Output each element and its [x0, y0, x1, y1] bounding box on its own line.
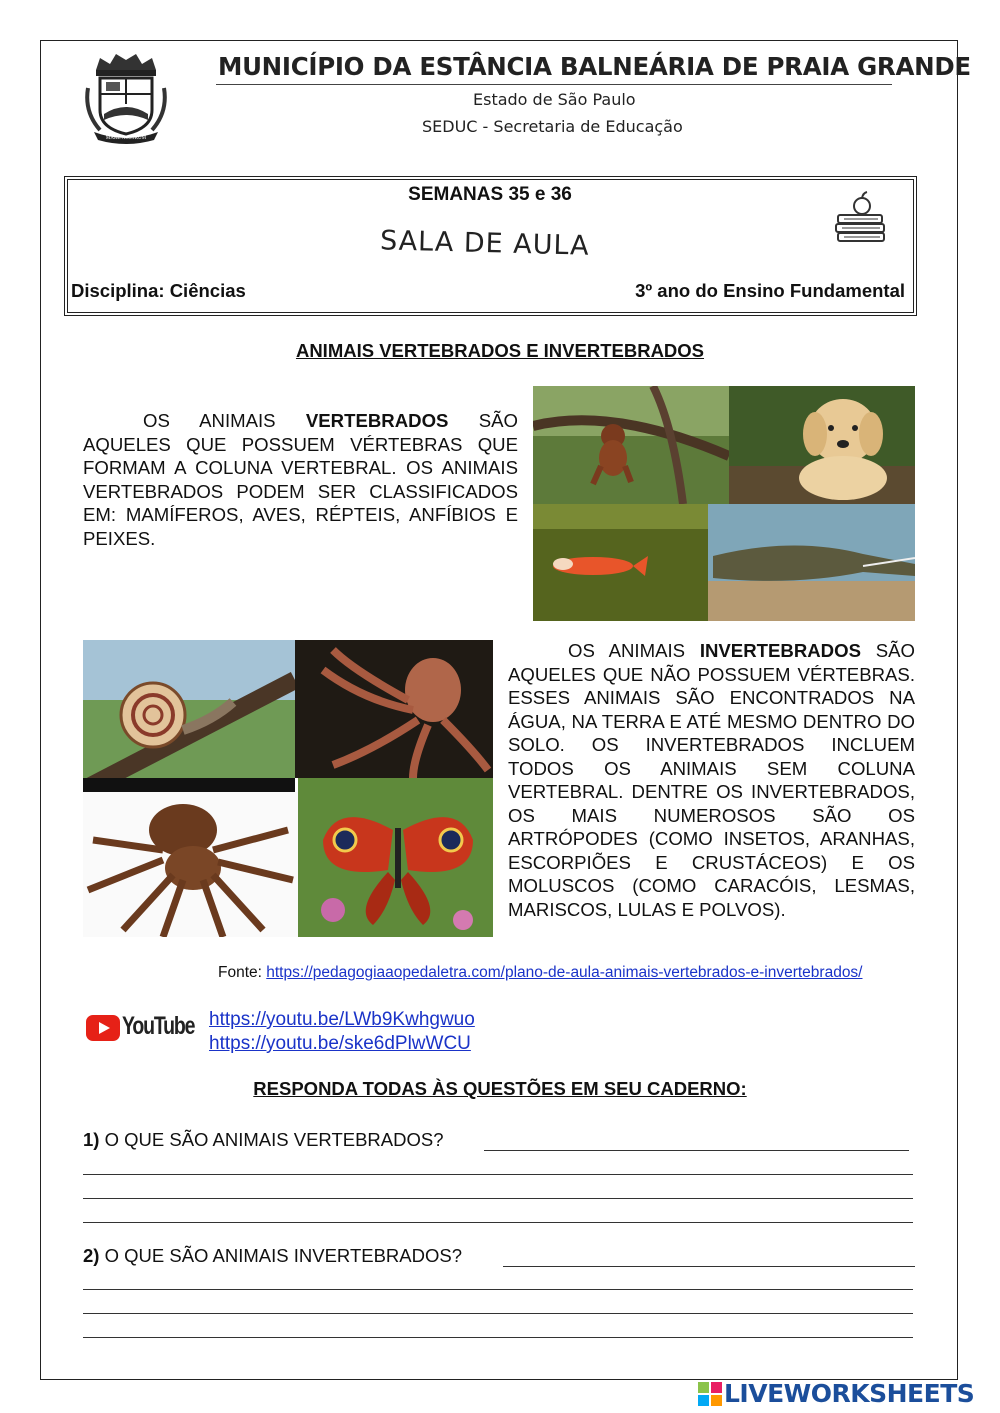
question-1-number: 1): [83, 1129, 100, 1150]
invertebrates-photo-collage: [83, 640, 493, 937]
question-1-text: O QUE SÃO ANIMAIS VERTEBRADOS?: [99, 1129, 444, 1150]
city-crest-icon: [82, 48, 170, 144]
answer-line[interactable]: [83, 1198, 913, 1199]
liveworksheets-logo: [698, 1379, 998, 1409]
header-divider: [216, 84, 892, 85]
invertebrates-collage-drawing: [83, 640, 493, 937]
youtube-logo: [86, 1012, 195, 1044]
source-label: Fonte:: [218, 964, 267, 981]
invertebrates-keyword: INVERTEBRADOS: [699, 640, 861, 661]
invertebrates-text-start: OS ANIMAIS: [568, 640, 700, 661]
municipality-name: MUNICÍPIO DA ESTÂNCIA BALNEÁRIA DE PRAIA GRANDE: [218, 52, 971, 81]
question-2: [83, 1245, 462, 1267]
youtube-wordmark: YouTube: [122, 1012, 195, 1040]
invertebrates-text-end: SÃO AQUELES QUE NÃO POSSUEM VÉRTEBRAS. ESSES ANIMAIS SÃO ENCONTRADOS NA ÁGUA, NA TERRA E ATÉ MESMO DENTRO DO SOLO. OS INVERTEBRADOS INCLUEM TODOS OS ANIMAIS SEM COLUNA VERTEBRAL. DENTRE OS INVERTEBRADOS, OS MAIS NUMEROSOS SÃO OS ARTRÓPODES (COMO INSETOS, ARANHAS, ESCORPIÕES E CRUSTÁCEOS) E OS MOLUSCOS (COMO CARACÓIS, LESMAS, MARISCOS, LULAS E POLVOS).: [508, 640, 916, 920]
question-2-text: O QUE SÃO ANIMAIS INVERTEBRADOS?: [99, 1245, 463, 1266]
vertebrates-text-start: OS ANIMAIS: [143, 410, 306, 431]
answer-line[interactable]: [83, 1222, 913, 1223]
source-link[interactable]: https://pedagogiaaopedaletra.com/plano-de-aula-animais-vertebrados-e-invertebrados/: [266, 964, 863, 981]
classroom-title: SALA DE AULA: [379, 225, 590, 262]
source-line: [218, 964, 863, 982]
subject-label: Disciplina: Ciências: [71, 280, 246, 301]
crest-motto: MARE NOSTRUM: [105, 136, 147, 141]
answer-line[interactable]: [83, 1337, 913, 1338]
question-1: [83, 1129, 444, 1151]
question-2-number: 2): [83, 1245, 100, 1266]
video-link-1[interactable]: https://youtu.be/LWb9Kwhgwuo: [209, 1009, 475, 1030]
answer-line[interactable]: [83, 1289, 913, 1290]
answer-line[interactable]: [83, 1174, 913, 1175]
video-links: [209, 1008, 475, 1056]
lesson-title: ANIMAIS VERTEBRADOS E INVERTEBRADOS: [295, 340, 705, 361]
vertebrates-paragraph: [83, 409, 518, 550]
answer-line[interactable]: [484, 1150, 909, 1151]
answer-instruction: RESPONDA TODAS ÀS QUESTÕES EM SEU CADERNO:: [253, 1078, 747, 1099]
video-link-2[interactable]: https://youtu.be/ske6dPlwWCU: [209, 1033, 471, 1054]
weeks-label: SEMANAS 35 e 36: [408, 184, 572, 205]
state-name: Estado de São Paulo: [473, 90, 636, 109]
department-name: SEDUC - Secretaria de Educação: [422, 117, 683, 136]
invertebrates-paragraph: [508, 639, 915, 921]
answer-line[interactable]: [503, 1266, 915, 1267]
vertebrates-photo-collage: [533, 386, 915, 621]
grade-label: 3º ano do Ensino Fundamental: [635, 280, 905, 301]
vertebrates-text-end: SÃO AQUELES QUE POSSUEM VÉRTEBRAS QUE FORMAM A COLUNA VERTEBRAL. OS ANIMAIS VERTEBRADOS PODEM SER CLASSIFICADOS EM: MAMÍFEROS, AVES, RÉPTEIS, ANFÍBIOS E PEIXES.: [83, 410, 519, 549]
answer-line[interactable]: [83, 1313, 913, 1314]
liveworksheets-wordmark: LIVEWORKSHEETS: [724, 1379, 975, 1408]
vertebrates-keyword: VERTEBRADOS: [305, 410, 449, 431]
liveworksheets-grid-icon: [698, 1382, 722, 1406]
vertebrates-collage-drawing: [533, 386, 915, 621]
books-apple-icon: [832, 190, 888, 246]
